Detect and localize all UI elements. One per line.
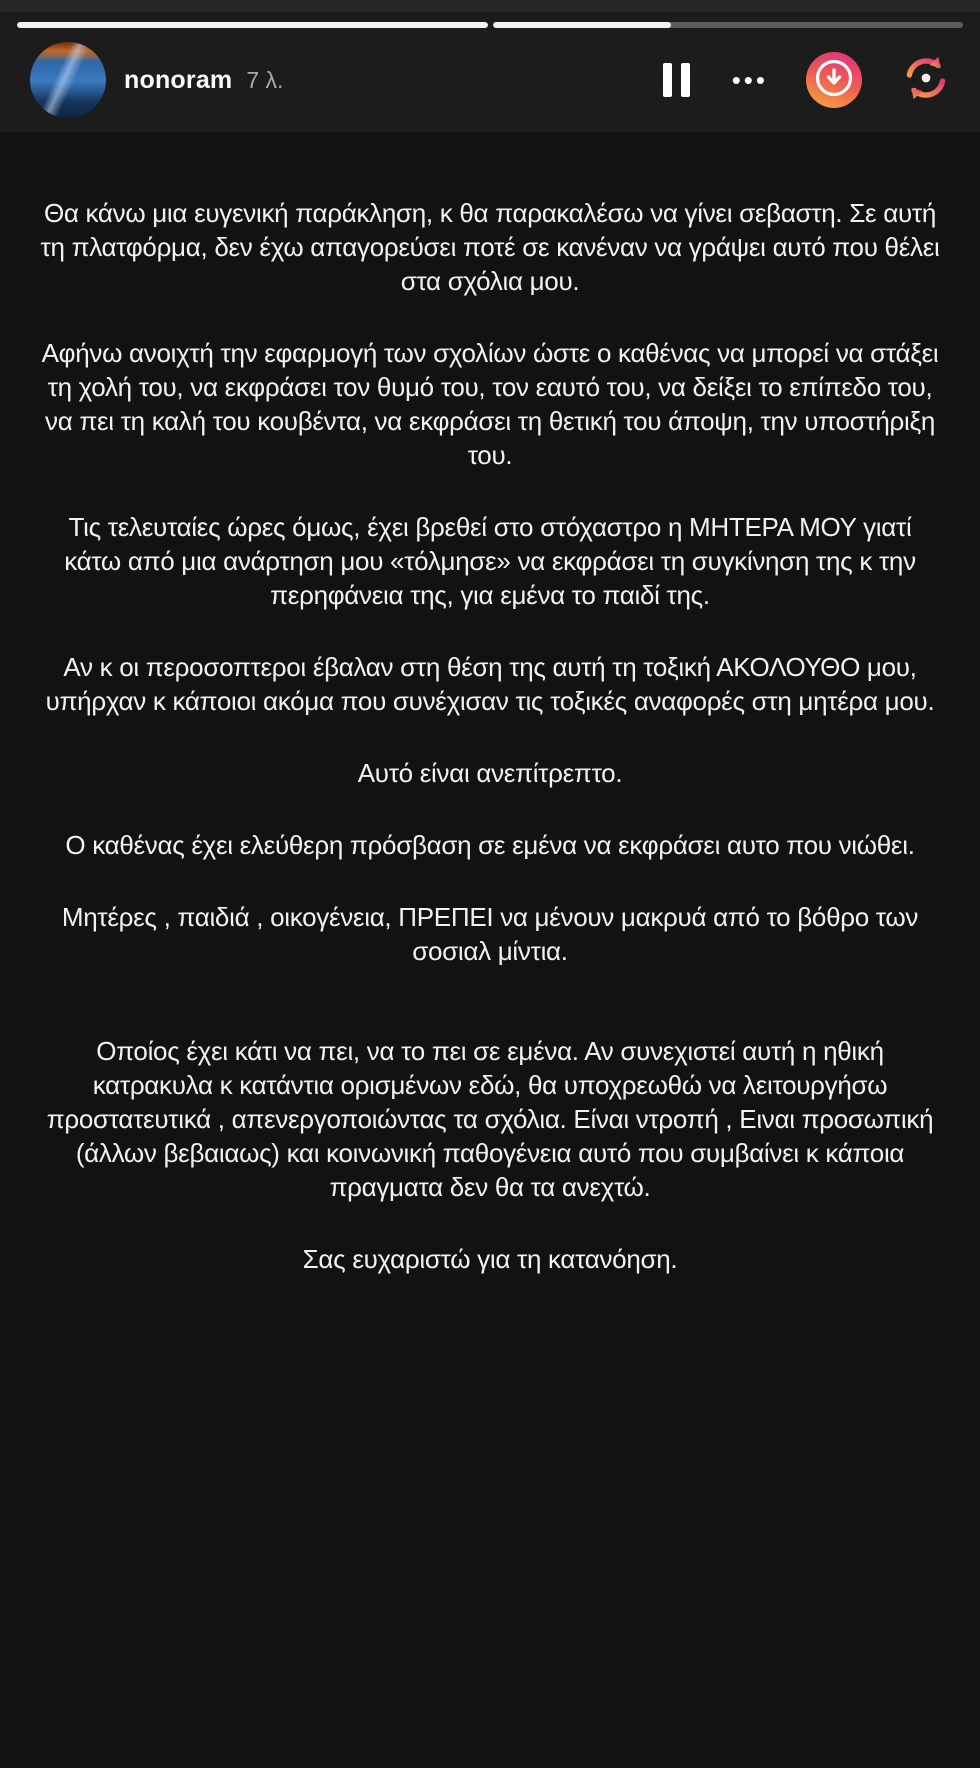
story-paragraph: Σας ευχαριστώ για τη κατανόηση. <box>302 1244 678 1274</box>
story-paragraph: Οποίος έχει κάτι να πει, να το πει σε εμένα. Αν συνεχιστεί αυτή η ηθική κατρακυλα κ κατάντια ορισμένων εδώ, θα υποχρεωθώ να λειτουργήσω προστατευτικά , απενεργοποιώντας τα σχόλια. Είναι ντροπή , Ειναι προσωπική (άλλων βεβαιαως) και κοινωνική παθογένεια αυτό που συμβαίνει κ κάποια πραγματα δεν θα τα ανεχτώ. <box>46 1036 934 1202</box>
story-paragraph: Ο καθένας έχει ελεύθερη πρόσβαση σε εμένα να εκφράσει αυτο που νιώθει. <box>65 830 915 860</box>
repost-icon <box>898 50 954 111</box>
download-icon <box>807 51 861 110</box>
story-viewport[interactable] <box>0 132 980 1768</box>
status-bar-strip <box>0 0 980 12</box>
story-text-block <box>40 132 940 1276</box>
story-paragraph: Αυτό είναι ανεπίτρεπτο. <box>357 758 623 788</box>
progress-segment-1-fill <box>17 22 488 28</box>
story-header <box>0 12 980 132</box>
story-paragraph: Θα κάνω μια ευγενική παράκληση, κ θα παρακαλέσω να γίνει σεβαστη. Σε αυτή τη πλατφόρμα, δεν έχω απαγορεύσει ποτέ σε κανέναν να γράψει αυτό που θέλει στα σχόλια μου. <box>40 198 940 296</box>
story-paragraph: Αφήνω ανοιχτή την εφαρμογή των σχολίων ώστε ο καθένας να μπορεί να στάξει τη χολή του, να εκφράσει τον θυμό του, τον εαυτό του, να δείξει το επίπεδο του, να πει τη καλή του κουβέντα, να εκφράσει τη θετική του άποψη, την υποστήριξη του. <box>41 338 939 470</box>
progress-segment-1 <box>17 22 488 28</box>
download-button[interactable] <box>806 52 862 108</box>
username[interactable]: nonoram <box>124 65 233 94</box>
progress-segment-2-fill <box>493 22 672 28</box>
pause-button[interactable] <box>659 59 694 101</box>
story-paragraph: Τις τελευταίες ώρες όμως, έχει βρεθεί στο στόχαστρο η ΜΗΤΕΡΑ ΜΟΥ γιατί κάτω από μια ανάρτηση μου «τόλμησε» να εκφράσει τη συγκίνηση της κ την περηφάνεια της, για εμένα το παιδί της. <box>64 512 916 610</box>
more-options-button[interactable] <box>730 59 770 101</box>
repost-button[interactable] <box>898 52 954 108</box>
story-paragraph: Αν κ οι περοσοπτεροι έβαλαν στη θέση της αυτή τη τοξική ΑΚΟΛΟΥΘΟ μου, υπήρχαν κ κάποιοι ακόμα που συνέχισαν τις τοξικές αναφορές στη μητέρα μου. <box>45 652 935 716</box>
story-timestamp: 7 λ. <box>246 66 284 93</box>
story-progress-bar <box>0 12 980 28</box>
pause-icon <box>681 63 690 97</box>
pause-icon <box>663 63 672 97</box>
story-paragraph: Μητέρες , παιδιά , οικογένεια, ΠΡΕΠΕΙ να μένουν μακρυά από το βόθρο των σοσιαλ μίντια. <box>61 902 919 966</box>
more-options-icon: ••• <box>731 65 768 95</box>
avatar[interactable] <box>30 42 106 118</box>
progress-segment-2 <box>493 22 964 28</box>
